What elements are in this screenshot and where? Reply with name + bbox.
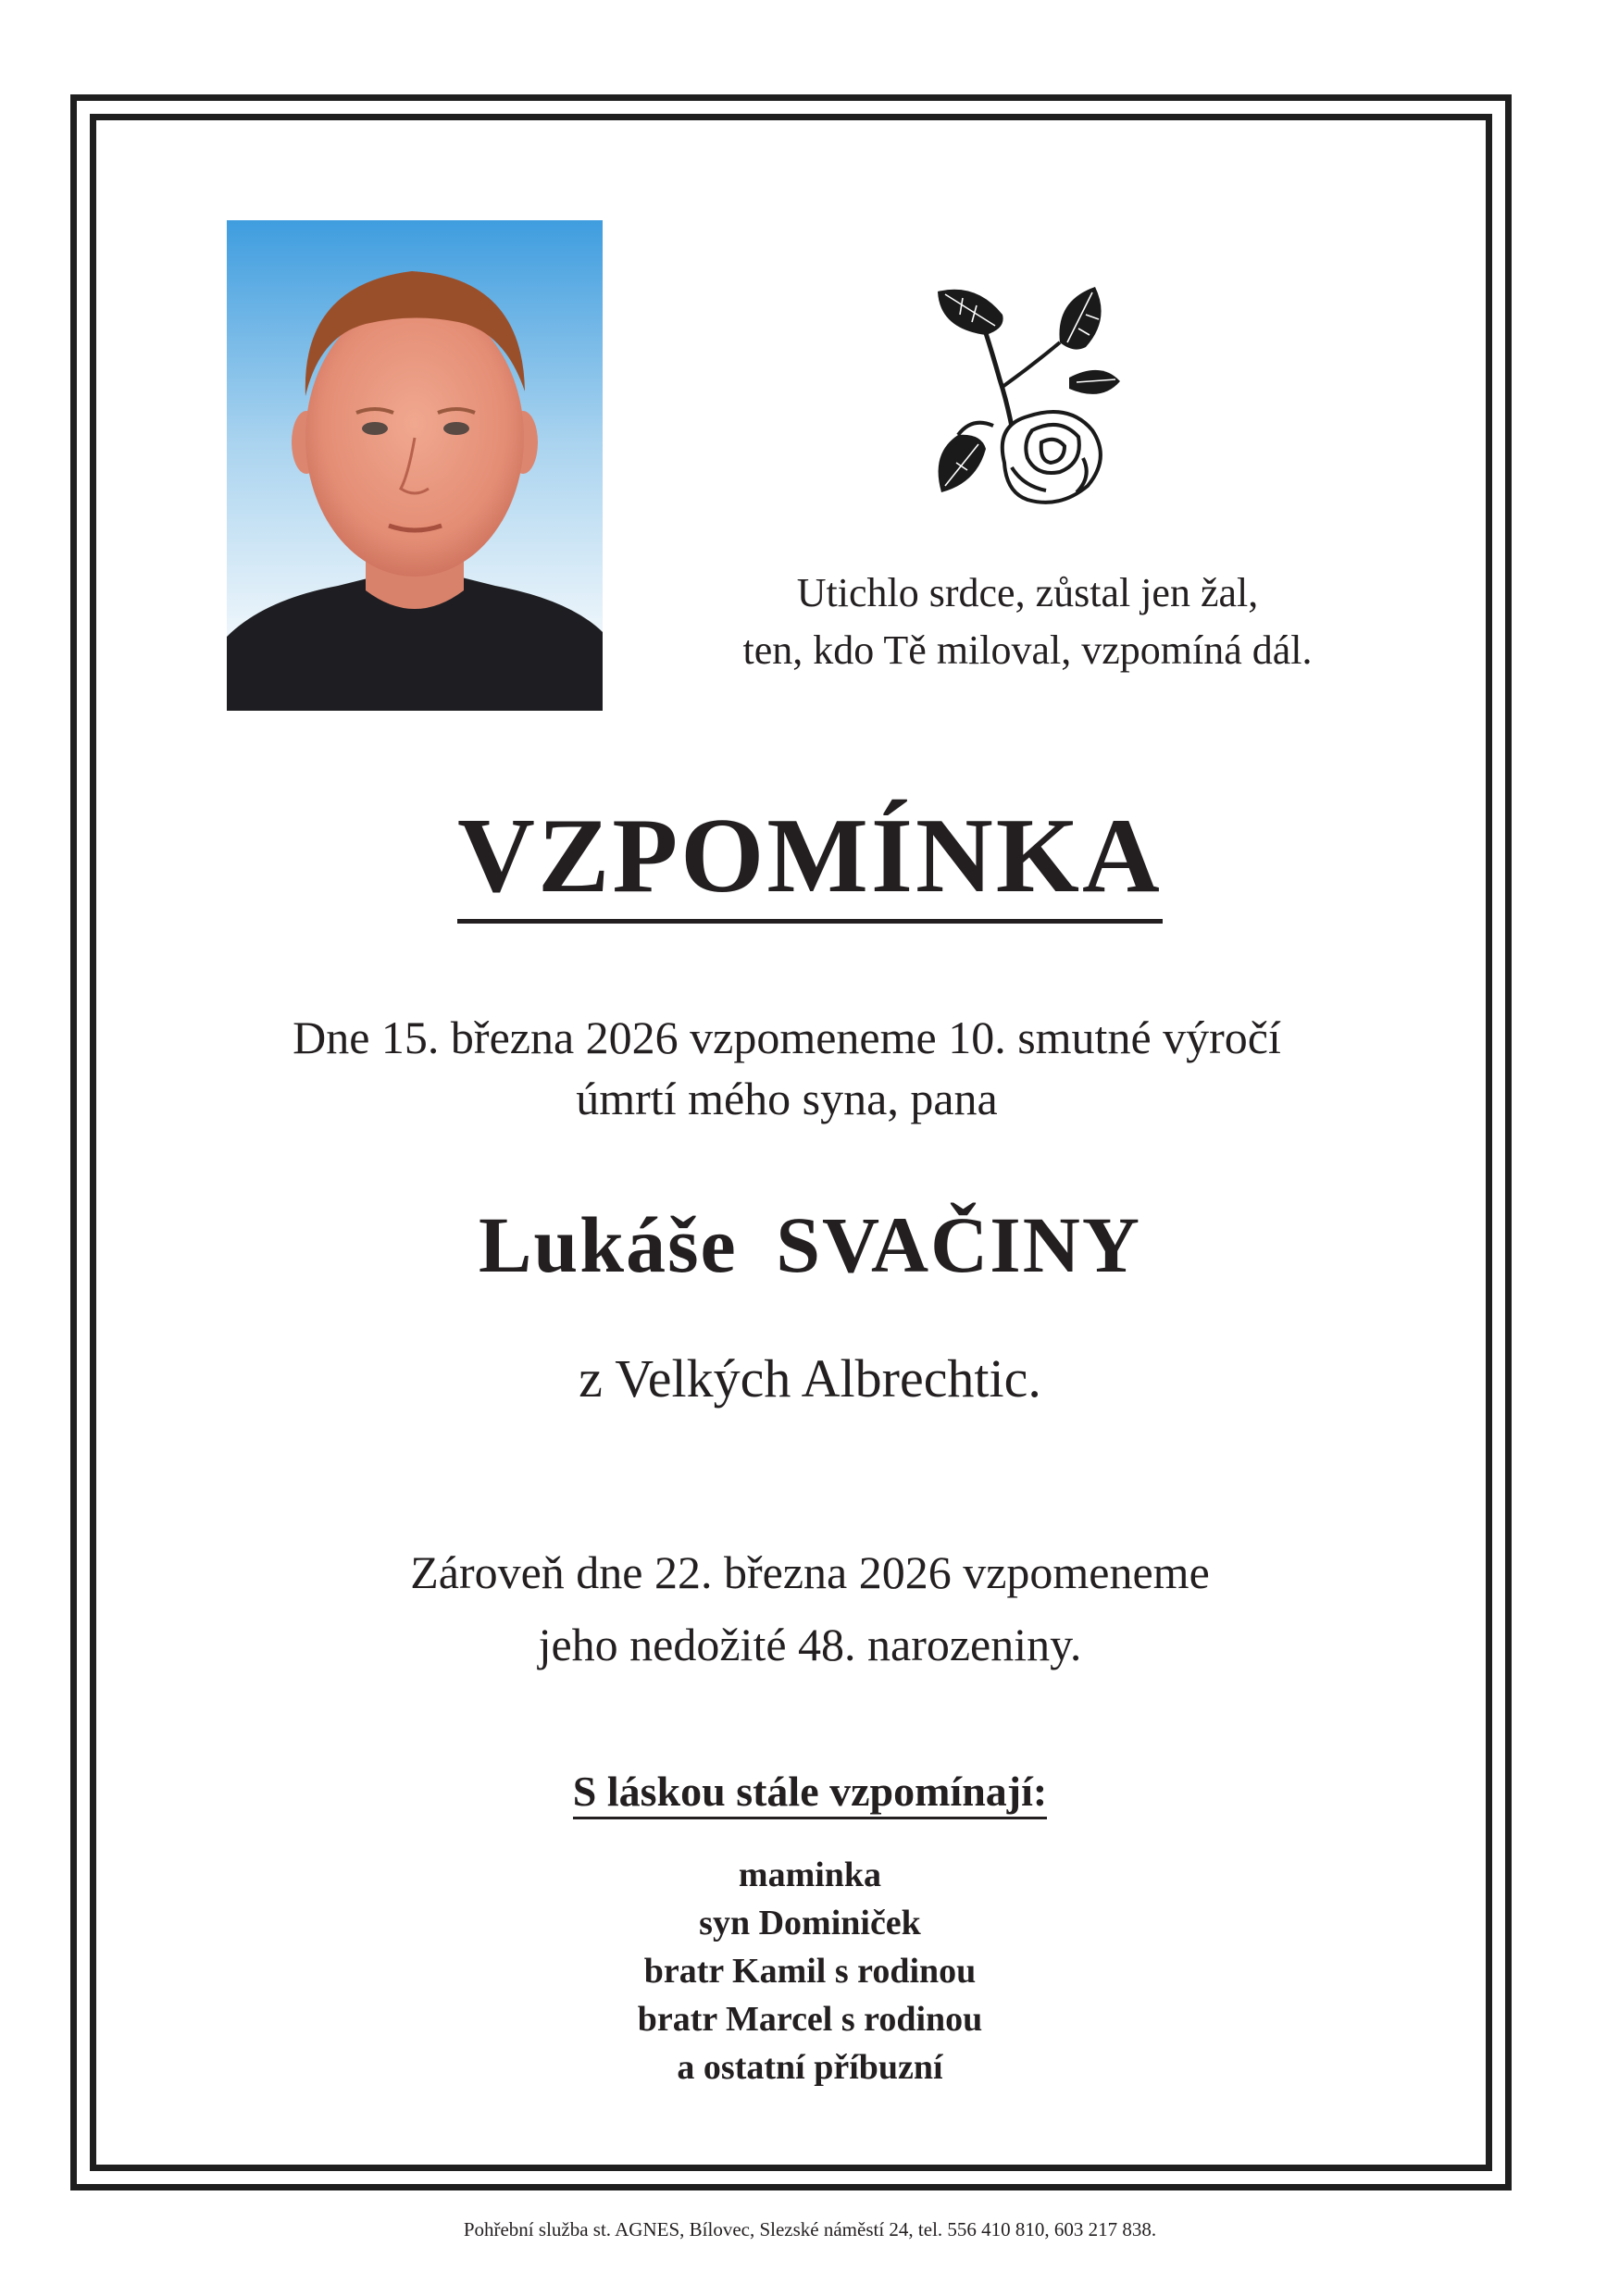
verse-line-1: Utichlo srdce, zůstal jen žal,	[796, 570, 1259, 615]
announcement-line-2: úmrtí mého syna, pana	[576, 1073, 998, 1124]
page-title	[278, 796, 1342, 916]
heading-text: VZPOMÍNKA	[457, 797, 1163, 924]
verse-line-2: ten, kdo Tě miloval, vzpomíná dál.	[742, 627, 1313, 673]
list-item: bratr Marcel s rodinou	[637, 2000, 983, 2039]
funeral-service-footer: Pohřební služba st. AGNES, Bílovec, Slezské náměstí 24, tel. 556 410 810, 603 217 838.	[463, 2218, 1157, 2240]
announcement-line-1: Dne 15. března 2026 vzpomeneme 10. smutné výročí	[293, 1011, 1281, 1063]
memorial-verse	[648, 565, 1407, 679]
mourners-list	[278, 1851, 1342, 2091]
list-item: syn Dominiček	[699, 1904, 921, 1942]
birthday-announcement	[139, 1536, 1481, 1681]
birthday-line-2: jeho nedožité 48. narozeniny.	[538, 1619, 1082, 1670]
deceased-name: Lukáše SVAČINY	[479, 1200, 1141, 1289]
anniversary-announcement	[93, 1007, 1481, 1129]
list-item: a ostatní příbuzní	[677, 2048, 943, 2087]
rose-icon	[930, 278, 1125, 509]
portrait-photo	[227, 220, 603, 711]
birthday-line-1: Zároveň dne 22. března 2026 vzpomeneme	[410, 1546, 1210, 1598]
list-item: bratr Kamil s rodinou	[643, 1952, 977, 1991]
mourners-title-text: S láskou stále vzpomínají:	[573, 1768, 1047, 1819]
deceased-origin: z Velkých Albrechtic.	[579, 1348, 1041, 1409]
mourners-title	[185, 1764, 1435, 1819]
list-item: maminka	[738, 1855, 882, 1894]
